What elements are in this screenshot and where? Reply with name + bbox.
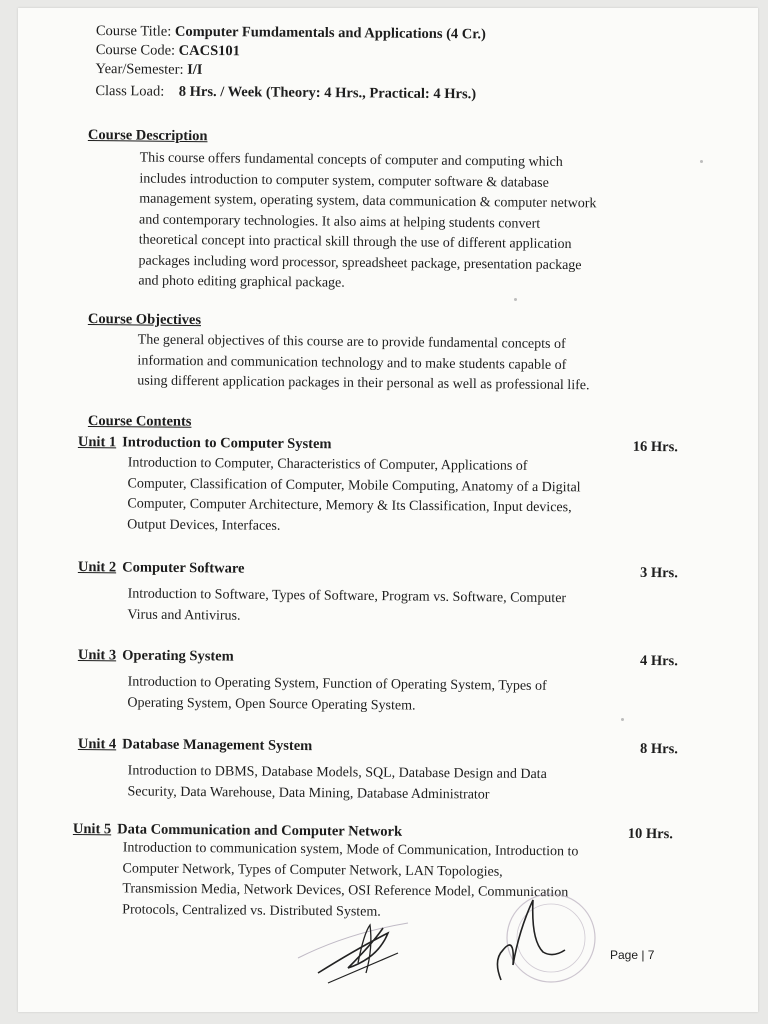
unit-line: Computer Network, Types of Computer Network, LAN Topologies,: [122, 860, 503, 880]
page-number: Page | 7: [610, 948, 655, 962]
unit-description: [127, 453, 658, 540]
class-load-value: 8 Hrs. / Week (Theory: 4 Hrs., Practical: 4 Hrs.): [178, 83, 477, 103]
official-stamp-left: [288, 913, 438, 988]
unit-header: [78, 735, 678, 758]
unit-description: [127, 761, 657, 807]
unit-line: Operating System, Open Source Operating System.: [127, 695, 416, 714]
year-semester-line: [96, 60, 696, 84]
unit-3: [77, 646, 678, 719]
objectives-line: using different application packages in their personal as well as professional life.: [137, 373, 590, 394]
unit-line: Introduction to Software, Types of Software, Program vs. Software, Computer: [127, 586, 567, 607]
course-description-heading: Course Description: [87, 126, 208, 145]
unit-line: Introduction to Computer, Characteristics of Computer, Applications of: [127, 455, 528, 474]
unit-line: Security, Data Warehouse, Data Mining, Database Administrator: [127, 783, 490, 803]
unit-2: [77, 558, 678, 631]
course-description-section: [86, 126, 698, 298]
unit-title: Database Management System: [122, 736, 313, 755]
course-title-label: Course Title:: [95, 22, 172, 40]
course-description-text: [138, 149, 671, 298]
unit-line: Virus and Antivirus.: [127, 607, 241, 624]
course-objectives-section: [87, 310, 698, 398]
course-header: [95, 22, 696, 106]
unit-header: [78, 646, 678, 670]
unit-hours: 8 Hrs.: [639, 740, 678, 758]
description-line: packages including word processor, spreadsheet package, presentation package: [138, 253, 582, 273]
unit-title: Introduction to Computer System: [122, 434, 332, 453]
description-line: includes introduction to computer system, computer software & database: [139, 171, 549, 191]
unit-title: Operating System: [122, 647, 234, 665]
description-line: and photo editing graphical package.: [138, 273, 345, 291]
unit-description: [127, 585, 657, 632]
unit-number: Unit 1: [77, 433, 117, 451]
unit-title: Data Communication and Computer Network: [117, 821, 403, 840]
objectives-line: information and communication technology and to make students capable of: [137, 353, 567, 373]
description-line: theoretical concept into practical skill through the use of different application: [138, 232, 572, 253]
unit-hours: 16 Hrs.: [632, 438, 678, 456]
course-code-label: Course Code:: [95, 41, 176, 59]
unit-hours: 3 Hrs.: [639, 564, 678, 582]
unit-title: Computer Software: [122, 559, 245, 577]
unit-number: Unit 3: [77, 646, 117, 664]
document-page: [18, 8, 758, 1012]
course-code-value: CACS101: [178, 42, 241, 60]
unit-hours: 10 Hrs.: [627, 825, 673, 843]
unit-line: Introduction to DBMS, Database Models, SQL, Database Design and Data: [127, 763, 547, 783]
scan-speck: [621, 718, 624, 721]
unit-description: [127, 673, 657, 720]
year-semester-label: Year/Semester:: [95, 60, 184, 78]
description-line: management system, operating system, data communication & computer network: [139, 191, 597, 212]
official-stamp-right: [473, 880, 623, 995]
unit-number: Unit 2: [77, 558, 117, 576]
unit-line: Protocols, Centralized vs. Distributed System.: [122, 901, 381, 920]
unit-hours: 4 Hrs.: [639, 652, 678, 670]
unit-4: [77, 735, 678, 807]
course-contents-heading: Course Contents: [87, 412, 192, 430]
class-load-label: Class Load:: [95, 82, 165, 100]
description-line: This course offers fundamental concepts of computer and computing which: [139, 150, 563, 170]
course-title-value: Computer Fumdamentals and Applications (4 Cr.): [174, 23, 486, 43]
signature-mark: [318, 928, 388, 973]
unit-line: Output Devices, Interfaces.: [127, 516, 281, 534]
unit-line: Transmission Media, Network Devices, OSI Reference Model, Communication: [122, 881, 569, 901]
unit-line: Introduction to Operating System, Function of Operating System, Types of: [127, 674, 547, 694]
objectives-line: The general objectives of this course are to provide fundamental concepts of: [137, 332, 566, 353]
year-semester-value: I/I: [187, 61, 203, 78]
class-load-line: [95, 82, 695, 106]
scan-speck: [700, 160, 703, 163]
unit-line: Computer, Computer Architecture, Memory & Its Classification, Input devices,: [127, 496, 572, 516]
course-objectives-text: [137, 331, 670, 398]
scan-speck: [514, 298, 517, 301]
unit-number: Unit 4: [77, 735, 117, 753]
course-contents-heading-wrap: [88, 412, 698, 434]
course-objectives-heading: Course Objectives: [87, 310, 202, 329]
unit-line: Computer, Classification of Computer, Mobile Computing, Anatomy of a Digital: [127, 475, 581, 495]
unit-header: [78, 558, 678, 582]
unit-1: [77, 433, 678, 540]
unit-line: Introduction to communication system, Mode of Communication, Introduction to: [122, 840, 579, 860]
unit-number: Unit 5: [72, 820, 112, 838]
unit-header: [78, 433, 678, 456]
description-line: and contemporary technologies. It also aims at helping students convert: [138, 212, 541, 232]
